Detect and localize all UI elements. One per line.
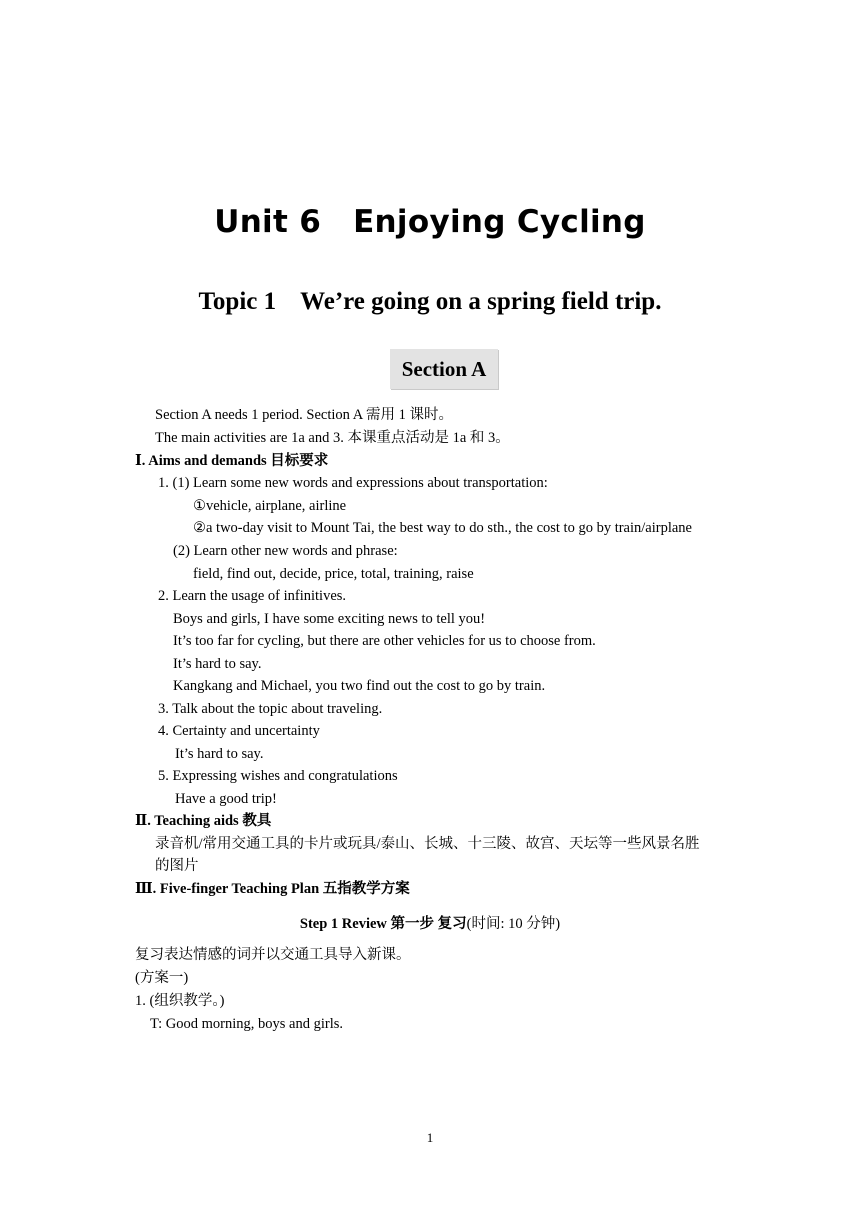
body-line: (方案一): [135, 970, 189, 986]
aims-line: Boys and girls, I have some exciting news to tell you!: [173, 611, 486, 627]
body-line: 复习表达情感的词并以交通工具导入新课。: [135, 947, 411, 963]
aims-line: Kangkang and Michael, you two find out the cost to go by train.: [173, 678, 546, 694]
aids-heading: Ⅱ. Teaching aids 教具: [135, 813, 272, 829]
aims-line: 5. Expressing wishes and congratulations: [158, 768, 398, 784]
aims-line: 4. Certainty and uncertainty: [158, 723, 320, 739]
aims-line: field, find out, decide, price, total, training, raise: [193, 566, 474, 582]
aids-line: 的图片: [155, 858, 199, 874]
step-title: Step 1 Review 第一步 复习: [299, 916, 467, 932]
topic-number: Topic 1: [198, 288, 277, 315]
aims-line: ②a two-day visit to Mount Tai, the best way to do sth., the cost to go by train/airplane: [193, 520, 692, 536]
plan-heading: Ⅲ. Five-finger Teaching Plan 五指教学方案: [135, 881, 410, 897]
aims-line: 2. Learn the usage of infinitives.: [158, 588, 347, 604]
aims-line: ①vehicle, airplane, airline: [193, 498, 347, 514]
aims-line: It’s too far for cycling, but there are other vehicles for us to choose from.: [173, 633, 596, 649]
topic-name: We’re going on a spring field trip.: [300, 288, 662, 315]
body-line: 1. (组织教学。): [135, 993, 225, 1009]
aims-line: Have a good trip!: [175, 791, 277, 807]
aims-line: 1. (1) Learn some new words and expressions about transportation:: [158, 475, 548, 491]
page-number: 1: [426, 1130, 434, 1145]
body-line: T: Good morning, boys and girls.: [150, 1016, 344, 1032]
intro-line-1: Section A needs 1 period. Section A 需用 1 课时。: [155, 407, 454, 423]
unit-name: Enjoying Cycling: [353, 204, 646, 240]
aims-heading: Ⅰ. Aims and demands 目标要求: [135, 453, 329, 469]
aims-line: 3. Talk about the topic about traveling.: [158, 701, 383, 717]
aims-line: (2) Learn other new words and phrase:: [173, 543, 398, 559]
intro-line-2: The main activities are 1a and 3. 本课重点活动是 1a 和 3。: [155, 430, 510, 446]
topic-title: [0, 288, 860, 316]
aims-line: It’s hard to say.: [173, 656, 262, 672]
unit-number: Unit 6: [214, 204, 322, 240]
step-heading: [0, 912, 860, 933]
aids-line: 录音机/常用交通工具的卡片或玩具/泰山、长城、十三陵、故宫、天坛等一些风景名胜: [155, 836, 700, 852]
aims-line: It’s hard to say.: [175, 746, 264, 762]
section-label: [390, 349, 498, 389]
section-label-text: Section A: [401, 356, 487, 381]
step-time: (时间: 10 分钟): [466, 916, 561, 932]
unit-title: [0, 204, 860, 240]
